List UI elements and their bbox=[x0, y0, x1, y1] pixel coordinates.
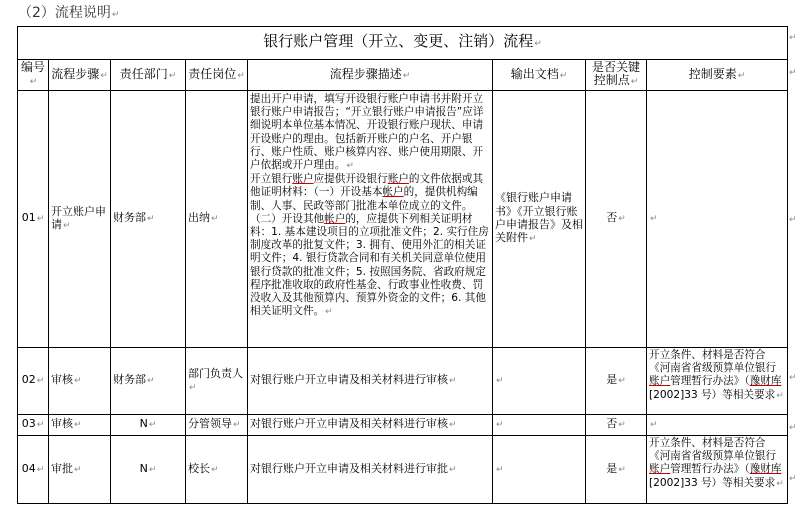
cell-step: 开立账户申请↵ bbox=[49, 91, 111, 348]
cell-control: 开立条件、材料是否符合《河南省省级预算单位银行账户管理暂行办法》（豫财库[2002]33 号）等相关要求↵ bbox=[647, 348, 788, 415]
cell-no: 04↵ bbox=[18, 436, 49, 504]
cell-desc: 对银行账户开立申请及相关材料进行审核↵ bbox=[248, 415, 493, 436]
header-dept: 责任部门↵ bbox=[111, 60, 186, 91]
header-control: 控制要素↵ bbox=[647, 60, 788, 91]
header-output: 输出文档↵ bbox=[493, 60, 586, 91]
row-end-mark: ↵ bbox=[789, 423, 797, 433]
cell-output: 《银行账户申请书》《开立银行账户申请报告》及相关附件↵ bbox=[493, 91, 586, 348]
header-key: 是否关键 控制点↵ bbox=[586, 60, 647, 91]
cell-step: 审核↵ bbox=[49, 348, 111, 415]
table-title-row bbox=[18, 27, 788, 60]
cell-desc: 对银行账户开立申请及相关材料进行审核↵ bbox=[248, 348, 493, 415]
cell-dept: N↵ bbox=[111, 436, 186, 504]
cell-output: ↵ bbox=[493, 348, 586, 415]
cell-no: 03↵ bbox=[18, 415, 49, 436]
cell-control: ↵ bbox=[647, 415, 788, 436]
cell-control: ↵ bbox=[647, 91, 788, 348]
header-desc: 流程步骤描述↵ bbox=[248, 60, 493, 91]
section-caption: （2）流程说明↵ bbox=[18, 5, 120, 21]
table-row bbox=[18, 436, 788, 504]
cell-no: 02↵ bbox=[18, 348, 49, 415]
cell-output: ↵ bbox=[493, 415, 586, 436]
table-row bbox=[18, 348, 788, 415]
cell-key: 是↵ bbox=[586, 436, 647, 504]
cell-post: 分管领导↵ bbox=[186, 415, 248, 436]
header-row bbox=[18, 60, 788, 91]
cell-dept: 财务部↵ bbox=[111, 348, 186, 415]
header-step: 流程步骤↵ bbox=[49, 60, 111, 91]
cell-dept: 财务部↵ bbox=[111, 91, 186, 348]
cell-key: 否↵ bbox=[586, 91, 647, 348]
row-end-mark: ↵ bbox=[789, 215, 797, 225]
cell-desc: 对银行账户开立申请及相关材料进行审批↵ bbox=[248, 436, 493, 504]
row-end-mark: ↵ bbox=[789, 68, 797, 78]
cell-post: 出纳↵ bbox=[186, 91, 248, 348]
cell-post: 校长↵ bbox=[186, 436, 248, 504]
table-row bbox=[18, 415, 788, 436]
bank-account-process-table bbox=[17, 26, 788, 504]
table-row bbox=[18, 91, 788, 348]
cell-key: 是↵ bbox=[586, 348, 647, 415]
cell-key: 否↵ bbox=[586, 415, 647, 436]
row-end-mark: ↵ bbox=[789, 373, 797, 383]
cell-desc: 提出开户申请，填写开设银行账户申请书并附开立银行账户申请报告；“开立银行账户申请报告”应详细说明本单位基本情况、开设银行账户现状、申请开设账户的理由。包括新开账户的户名、开户银行、账户性质、账户核算内容、账户使用期限、开户依据或开户理由。↵ 开立银行账户应提供开设银行账户的文件依据或其他证明材料：（一）开设基本帐户的，提供机构编制、人事、民政等部门批准本单位成立的文件。（二）开设其他帐户的，应提供下列相关证明材料：1. 基本建设项目的立项批准文件；2. 实行住房制度改革的批复文件；3. 拥有、使用外汇的相关证明文件；4. 银行贷款合同和有关机关同意单位使用银行贷款的批准文件；5. 按照国务院、省政府规定程序批准收取的政府性基金、行政事业性收费、罚没收入及其他预算内、预算外资金的文件；6. 其他相关证明文件。↵ bbox=[248, 91, 493, 348]
row-end-mark: ↵ bbox=[789, 33, 797, 43]
table-title: 银行账户管理（开立、变更、注销）流程↵ bbox=[18, 27, 788, 60]
cell-dept: N↵ bbox=[111, 415, 186, 436]
row-end-mark: ↵ bbox=[789, 474, 797, 484]
cell-output: ↵ bbox=[493, 436, 586, 504]
cell-step: 审核↵ bbox=[49, 415, 111, 436]
cell-step: 审批↵ bbox=[49, 436, 111, 504]
header-post: 责任岗位↵ bbox=[186, 60, 248, 91]
header-no: 编号↵ bbox=[18, 60, 49, 91]
cell-no: 01↵ bbox=[18, 91, 49, 348]
cell-control: 开立条件、材料是否符合《河南省省级预算单位银行账户管理暂行办法》（豫财库[2002]33 号）等相关要求↵ bbox=[647, 436, 788, 504]
cell-post: 部门负责人↵ bbox=[186, 348, 248, 415]
